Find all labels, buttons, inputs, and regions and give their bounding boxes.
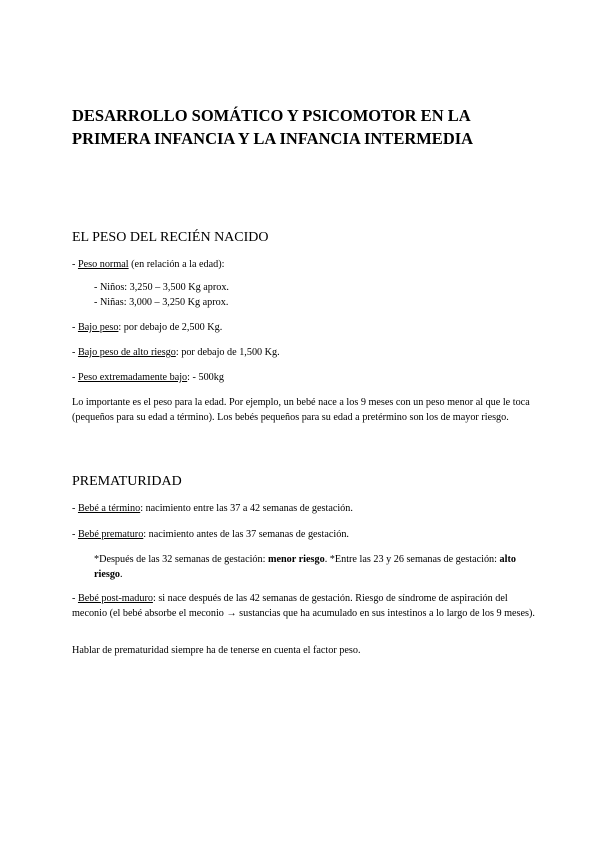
extremadamente-bajo-desc: : - 500kg <box>187 372 224 383</box>
peso-paragraph: Lo importante es el peso para la edad. Por ejemplo, un bebé nace a los 9 meses con un peso menor al que le toca (pequeños para su edad a término). Los bebés pequeños para su edad a pretérmino son los de mayor riesgo. <box>72 397 530 423</box>
note-b-text: . *Entre las 23 y 26 semanas de gestación: <box>324 554 500 565</box>
extremadamente-bajo-term: Peso extremadamente bajo <box>77 372 188 383</box>
note-end: . <box>120 569 123 580</box>
note-a-text: *Después de las 32 semanas de gestación: <box>94 554 268 565</box>
alto-riesgo-term: Bajo peso de alto riesgo <box>77 347 176 358</box>
bebe-termino-item: - Bebé a término: nacimiento entre las 37 a 42 semanas de gestación. <box>72 503 353 514</box>
bajo-peso-desc: : por debajo de 2,500 Kg. <box>118 322 223 333</box>
bebe-prematuro-desc: : nacimiento antes de las 37 semanas de gestación. <box>143 529 349 540</box>
bajo-peso-item: - Bajo peso: por debajo de 2,500 Kg. <box>72 322 223 333</box>
bebe-post-maduro-desc: : si nace después de las 42 semanas de gestación. Riesgo de síndrome de aspiración del meconio (el bebé absorbe el meconio → sustancias que ha acumulado en sus intestinos a lo largo de los 9 meses). <box>72 593 535 619</box>
bebe-termino-desc: : nacimiento entre las 37 a 42 semanas de gestación. <box>140 503 353 514</box>
prematuro-risk-note <box>94 552 544 582</box>
menor-riesgo-label: menor riesgo <box>268 554 325 565</box>
boys-weight-item: - Niños: 3,250 – 3,500 Kg aprox. <box>94 282 229 293</box>
bebe-post-maduro-item: - Bebé post-maduro: si nace después de las 42 semanas de gestación. Riesgo de síndrome de aspiración del meconio (el bebé absorbe el meconio → sustancias que ha acumulado en sus intestinos a lo largo de los 9 meses). <box>72 593 535 619</box>
bajo-peso-term: Bajo peso <box>77 322 119 333</box>
alto-riesgo-item: - Bajo peso de alto riesgo: por debajo de 1,500 Kg. <box>72 347 280 358</box>
extremadamente-bajo-item: - Peso extremadamente bajo: - 500kg <box>72 372 224 383</box>
peso-normal-term: Peso normal <box>77 259 129 270</box>
alto-riesgo-label: alto riesgo <box>94 554 516 580</box>
alto-riesgo-desc: : por debajo de 1,500 Kg. <box>175 347 280 358</box>
title-line-1: DESARROLLO SOMÁTICO Y PSICOMOTOR EN LA <box>72 106 471 125</box>
bebe-termino-term: Bebé a término <box>77 503 141 514</box>
document-title <box>72 104 542 150</box>
title-line-2: PRIMERA INFANCIA Y LA INFANCIA INTERMEDIA <box>72 129 474 148</box>
closing-paragraph: Hablar de prematuridad siempre ha de tenerse en cuenta el factor peso. <box>72 645 361 656</box>
peso-normal-item: - Peso normal (en relación a la edad): <box>72 259 225 270</box>
bebe-prematuro-item: - Bebé prematuro: nacimiento antes de las 37 semanas de gestación. <box>72 529 349 540</box>
section-heading-prematuridad: PREMATURIDAD <box>72 474 182 489</box>
girls-weight-item: - Niñas: 3,000 – 3,250 Kg aprox. <box>94 297 229 308</box>
peso-normal-desc: (en relación a la edad): <box>128 259 225 270</box>
bebe-post-maduro-term: Bebé post-maduro <box>77 593 153 604</box>
section-heading-peso: EL PESO DEL RECIÉN NACIDO <box>72 230 269 245</box>
bebe-prematuro-term: Bebé prematuro <box>77 529 144 540</box>
